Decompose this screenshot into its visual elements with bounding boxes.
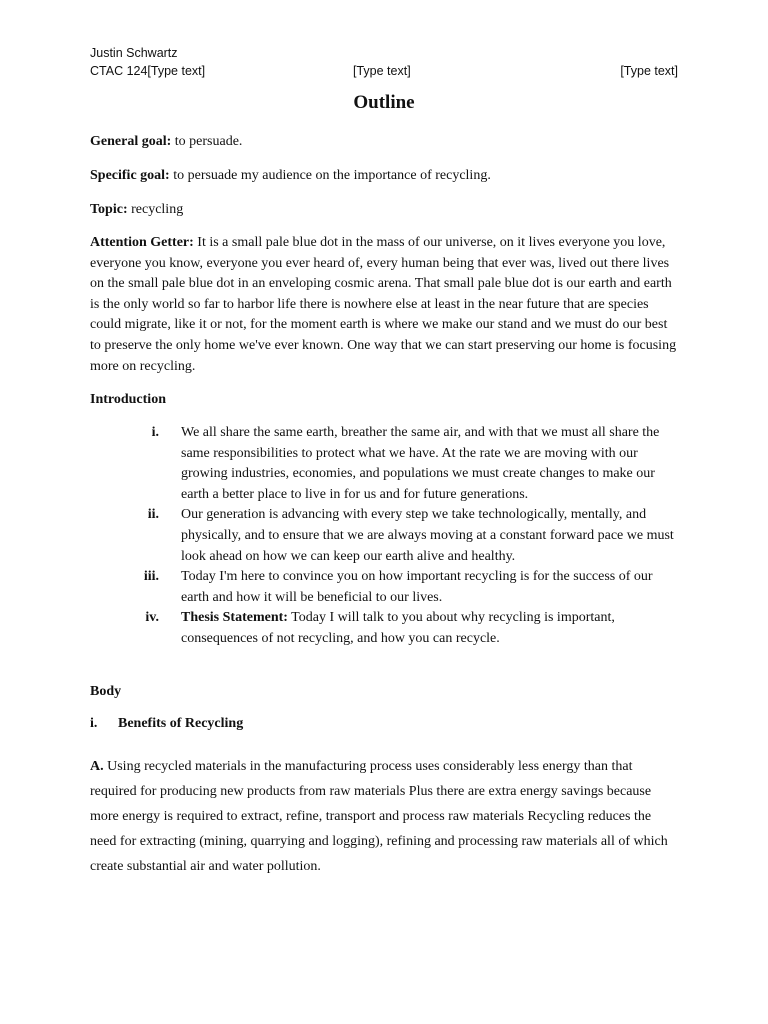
header-center-placeholder: [Type text] bbox=[353, 64, 411, 78]
list-item-text: Today I will talk to you about why recycling is important, consequences of not recycling, and how you can recycle. bbox=[181, 610, 615, 646]
list-item-number: iv. bbox=[145, 610, 159, 626]
list-item bbox=[90, 505, 680, 567]
introduction-heading-text: Introduction bbox=[90, 392, 166, 407]
thesis-label: Thesis Statement: bbox=[181, 610, 288, 626]
list-item bbox=[90, 423, 680, 505]
general-goal-label: General goal: bbox=[90, 134, 172, 149]
topic bbox=[90, 200, 680, 221]
specific-goal-text: to persuade my audience on the importance of recycling. bbox=[169, 168, 491, 183]
header-right-placeholder: [Type text] bbox=[620, 64, 678, 78]
body-heading bbox=[90, 682, 680, 703]
specific-goal-label: Specific goal: bbox=[90, 168, 170, 183]
page-title: Outline bbox=[353, 92, 415, 113]
attention-getter-label: Attention Getter: bbox=[90, 235, 194, 250]
point-a-text: Using recycled materials in the manufacturing process uses considerably less energy than that required for producing new products from raw materials Plus there are extra energy savings because more energy is required to extract, refine, transport and process raw materials Recycling reduces the need for extracting (mining, quarrying and logging), refining and processing raw materials all of which create substantial air and water pollution. bbox=[90, 759, 668, 874]
list-item bbox=[90, 567, 680, 608]
section-number: i. bbox=[90, 716, 98, 731]
body-section-heading bbox=[90, 716, 243, 732]
general-goal bbox=[90, 132, 680, 153]
list-item-text: Our generation is advancing with every step we take technologically, mentally, and physically, and to ensure that we are always moving at a constant forward pace we must look ahead on how we can keep our earth alive and healthy. bbox=[181, 507, 674, 564]
attention-getter-text: It is a small pale blue dot in the mass of our universe, on it lives everyone you love, everyone you know, everyone you ever heard of, every human being that ever was, lived out there lives on the small pale blue dot in an enveloping cosmic arena. That small pale blue dot is our earth and earth is the only world so far to harbor life there is nowhere else at least in the near future that are species could migrate, like it or not, for the moment earth is where we make our stand and we must do our best to preserve the only home we've ever known. One way that we can start preserving our home is focusing more on recycling. bbox=[90, 235, 677, 374]
body-heading-text: Body bbox=[90, 684, 122, 699]
page-header bbox=[90, 44, 680, 80]
point-a-label: A. bbox=[90, 759, 104, 774]
list-item-text: We all share the same earth, breather the same air, and with that we must all share the same responsibilities to protect what we have. At the rate we are moving with our growing industries, economies, and populations we must create changes to make our earth a better place to live in for us and for future generations. bbox=[181, 425, 660, 502]
author-name: Justin Schwartz bbox=[90, 46, 178, 60]
header-line bbox=[90, 62, 680, 80]
topic-label: Topic: bbox=[90, 202, 128, 217]
section-title: Benefits of Recycling bbox=[118, 716, 244, 731]
attention-getter bbox=[90, 233, 680, 377]
list-item bbox=[90, 608, 680, 649]
list-item-number: iii. bbox=[143, 569, 159, 585]
list-item-number: ii. bbox=[147, 507, 159, 523]
introduction-heading bbox=[90, 390, 680, 411]
list-item-text: Today I'm here to convince you on how important recycling is for the success of our earth and how it will be beneficial to our lives. bbox=[181, 569, 653, 605]
general-goal-text: to persuade. bbox=[171, 134, 243, 149]
introduction-list bbox=[90, 423, 680, 650]
body-point-a bbox=[90, 754, 680, 879]
list-item-number: i. bbox=[151, 425, 159, 440]
specific-goal bbox=[90, 166, 680, 187]
course-code: CTAC 124[Type text] bbox=[90, 64, 206, 78]
topic-text: recycling bbox=[127, 202, 184, 217]
